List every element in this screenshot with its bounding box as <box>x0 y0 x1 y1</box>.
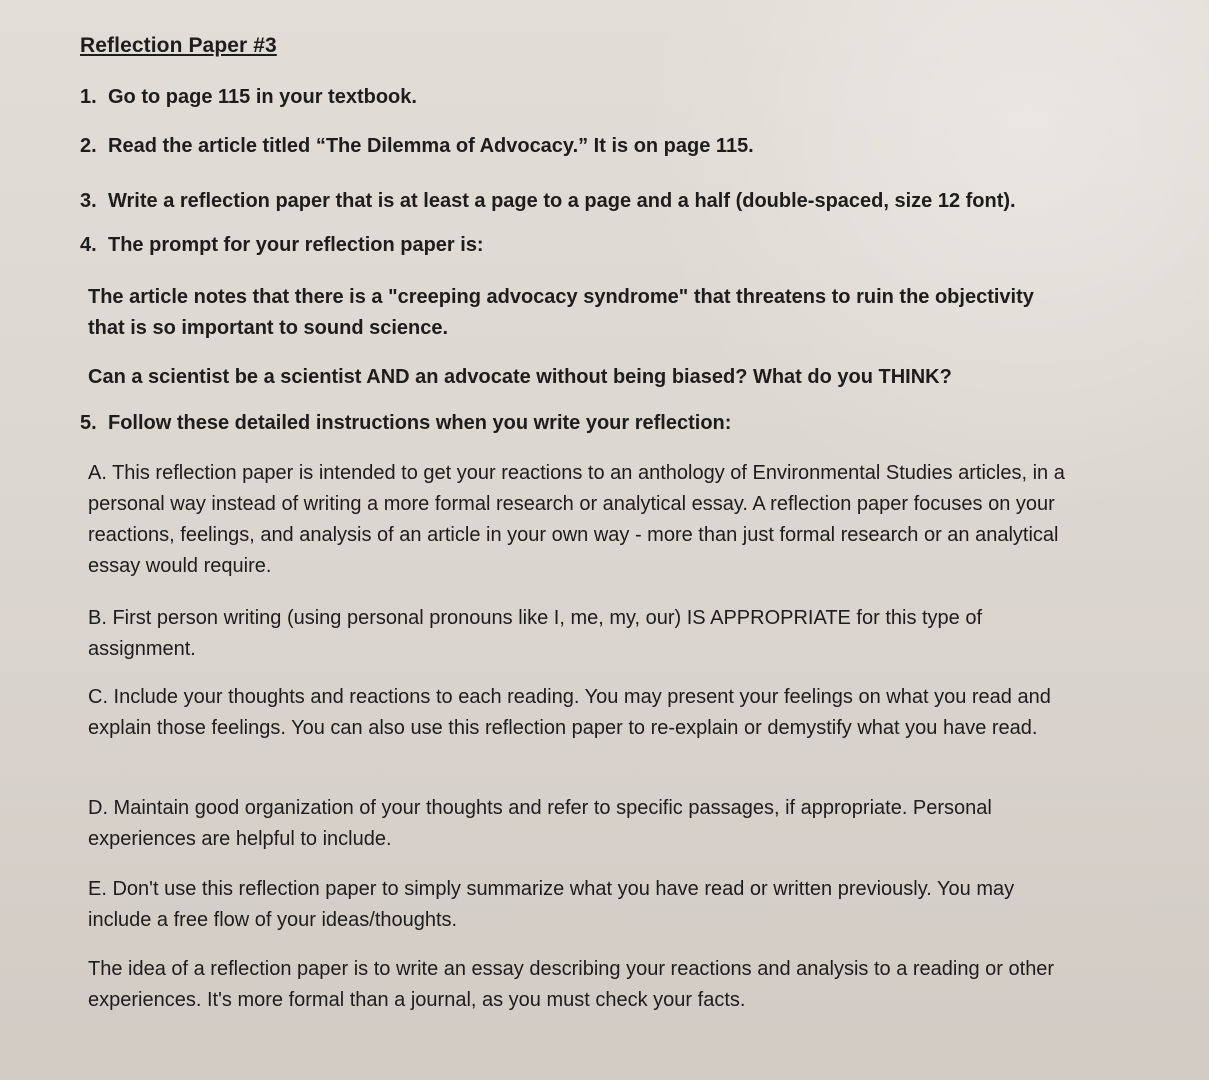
instruction-3-text: Write a reflection paper that is at least a page to a page and a half (double-spaced, size 12 font). <box>108 190 1016 212</box>
closing-paragraph: The idea of a reflection paper is to write an essay describing your reactions and analysis to a reading or other experiences. It's more formal than a journal, as you must check your facts. <box>88 958 1055 1011</box>
instruction-1-number: 1. <box>80 86 97 108</box>
instruction-5-text: Follow these detailed instructions when you write your reflection: <box>108 412 732 434</box>
instruction-1 <box>80 82 417 113</box>
section-e: E. Don't use this reflection paper to simply summarize what you have read or written previously. You may include a free flow of your ideas/thoughts. <box>88 878 1015 931</box>
instruction-2-number: 2. <box>80 135 97 157</box>
document-title: Reflection Paper #3 <box>80 34 277 57</box>
prompt-question: Can a scientist be a scientist AND an advocate without being biased? What do you THINK? <box>88 366 952 388</box>
prompt-line-1: The article notes that there is a "creeping advocacy syndrome" that threatens to ruin the objectivity <box>88 286 1034 308</box>
instruction-2-text: Read the article titled “The Dilemma of Advocacy.” It is on page 115. <box>108 135 754 157</box>
section-c: C. Include your thoughts and reactions to each reading. You may present your feelings on what you read and explain those feelings. You can also use this reflection paper to re-explain or demystify what you have read. <box>88 686 1051 739</box>
instruction-4-text: The prompt for your reflection paper is: <box>108 234 484 256</box>
section-b: B. First person writing (using personal pronouns like I, me, my, our) IS APPROPRIATE for this type of assignment. <box>88 607 983 660</box>
section-d: D. Maintain good organization of your thoughts and refer to specific passages, if appropriate. Personal experiences are helpful to include. <box>88 797 992 850</box>
instruction-5-number: 5. <box>80 412 97 434</box>
instruction-4-number: 4. <box>80 234 97 256</box>
prompt-line-2: that is so important to sound science. <box>88 317 449 339</box>
instruction-3 <box>80 186 1016 217</box>
instruction-1-text: Go to page 115 in your textbook. <box>108 86 417 108</box>
instruction-5 <box>80 408 731 439</box>
instruction-2 <box>80 131 754 162</box>
section-a: A. This reflection paper is intended to get your reactions to an anthology of Environmental Studies articles, in a personal way instead of writing a more formal research or analytical essay. A reflection paper focuses on your reactions, feelings, and analysis of an article in your own way - more than just formal research or an analytical essay would require. <box>88 462 1065 577</box>
instruction-4 <box>80 230 484 261</box>
instruction-3-number: 3. <box>80 190 97 212</box>
prompt-text <box>88 282 1078 344</box>
